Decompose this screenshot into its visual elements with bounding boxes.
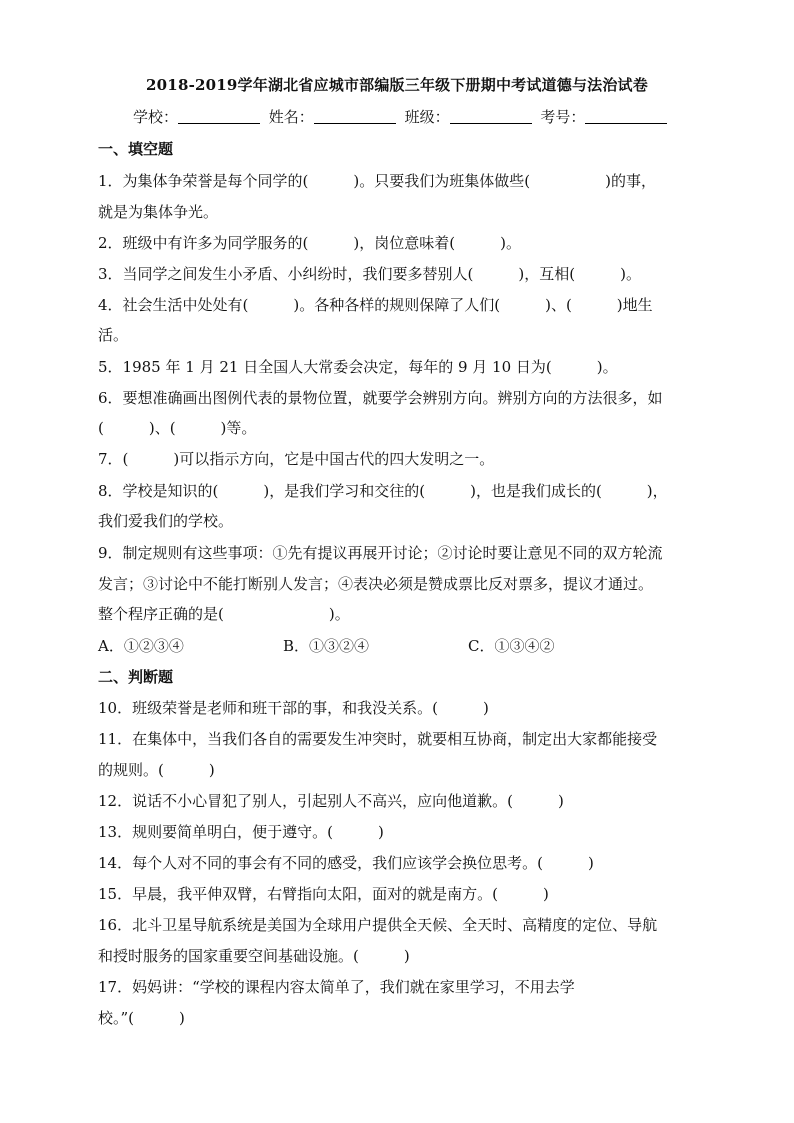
name-blank[interactable]	[314, 109, 396, 124]
question-16-line-1: 16．北斗卫星导航系统是美国为全球用户提供全天候、全天时、高精度的定位、导航	[98, 916, 658, 934]
question-4-line-1: 4．社会生活中处处有( )。各种各样的规则保障了人们( )、( )地生	[98, 296, 653, 314]
question-9-line-3: 整个程序正确的是( )。	[98, 605, 350, 623]
question-10: 10．班级荣誉是老师和班干部的事，和我没关系。( )	[98, 699, 489, 717]
question-2: 2．班级中有许多为同学服务的( )，岗位意味着( )。	[98, 234, 521, 252]
question-4-line-2: 活。	[98, 326, 129, 344]
question-14: 14．每个人对不同的事会有不同的感受，我们应该学会换位思考。( )	[98, 854, 594, 872]
question-13: 13．规则要简单明白，便于遵守。( )	[98, 823, 384, 841]
question-7: 7．( )可以指示方向，它是中国古代的四大发明之一。	[98, 450, 495, 468]
question-9-line-1: 9．制定规则有这些事项：①先有提议再展开讨论；②讨论时要让意见不同的双方轮流	[98, 544, 663, 562]
class-label: 班级：	[404, 108, 450, 126]
section-fill-heading: 一、填空题	[98, 140, 174, 158]
question-9-line-2: 发言；③讨论中不能打断别人发言；④表决必须是赞成票比反对票多，提议才通过。	[98, 575, 654, 593]
question-17-line-1: 17．妈妈讲：“学校的课程内容太简单了，我们就在家里学习，不用去学	[98, 978, 575, 996]
question-1-line-2: 就是为集体争光。	[98, 203, 219, 221]
question-8-line-2: 我们爱我们的学校。	[98, 512, 234, 530]
question-5: 5．1985 年 1 月 21 日全国人大常委会决定，每年的 9 月 10 日为( )。	[98, 358, 618, 376]
question-1-line-1: 1．为集体争荣誉是每个同学的( )。只要我们为班集体做些( )的事，	[98, 172, 656, 190]
question-16-line-2: 和授时服务的国家重要空间基础设施。( )	[98, 947, 410, 965]
number-blank[interactable]	[585, 109, 667, 124]
school-blank[interactable]	[178, 109, 260, 124]
name-label: 姓名：	[268, 108, 314, 126]
question-8-line-1: 8．学校是知识的( )，是我们学习和交往的( )，也是我们成长的( )，	[98, 482, 668, 500]
question-6-line-1: 6．要想准确画出图例代表的景物位置，就要学会辨别方向。辨别方向的方法很多，如	[98, 389, 663, 407]
school-label: 学校：	[133, 108, 179, 126]
question-11-line-1: 11．在集体中，当我们各自的需要发生冲突时，就要相互协商，制定出大家都能接受	[98, 730, 658, 748]
question-3: 3．当同学之间发生小矛盾、小纠纷时，我们要多替别人( )，互相( )。	[98, 265, 641, 283]
section-judge-heading: 二、判断题	[98, 668, 174, 686]
question-11-line-2: 的规则。( )	[98, 761, 215, 779]
question-15: 15．早晨，我平伸双臂，右臂指向太阳，面对的就是南方。( )	[98, 885, 549, 903]
class-blank[interactable]	[450, 109, 532, 124]
question-9-option-a: A．①②③④	[98, 637, 184, 655]
page-title: 2018-2019学年湖北省应城市部编版三年级下册期中考试道德与法治试卷	[146, 76, 648, 94]
question-17-line-2: 校。”( )	[98, 1009, 185, 1027]
question-6-line-2: ( )、( )等。	[98, 419, 257, 437]
student-info-row	[133, 106, 671, 127]
question-9-option-c: C．①③④②	[468, 637, 555, 655]
question-12: 12．说话不小心冒犯了别人，引起别人不高兴，应向他道歉。( )	[98, 792, 564, 810]
number-label: 考号：	[540, 108, 586, 126]
question-9-option-b: B．①③②④	[283, 637, 370, 655]
